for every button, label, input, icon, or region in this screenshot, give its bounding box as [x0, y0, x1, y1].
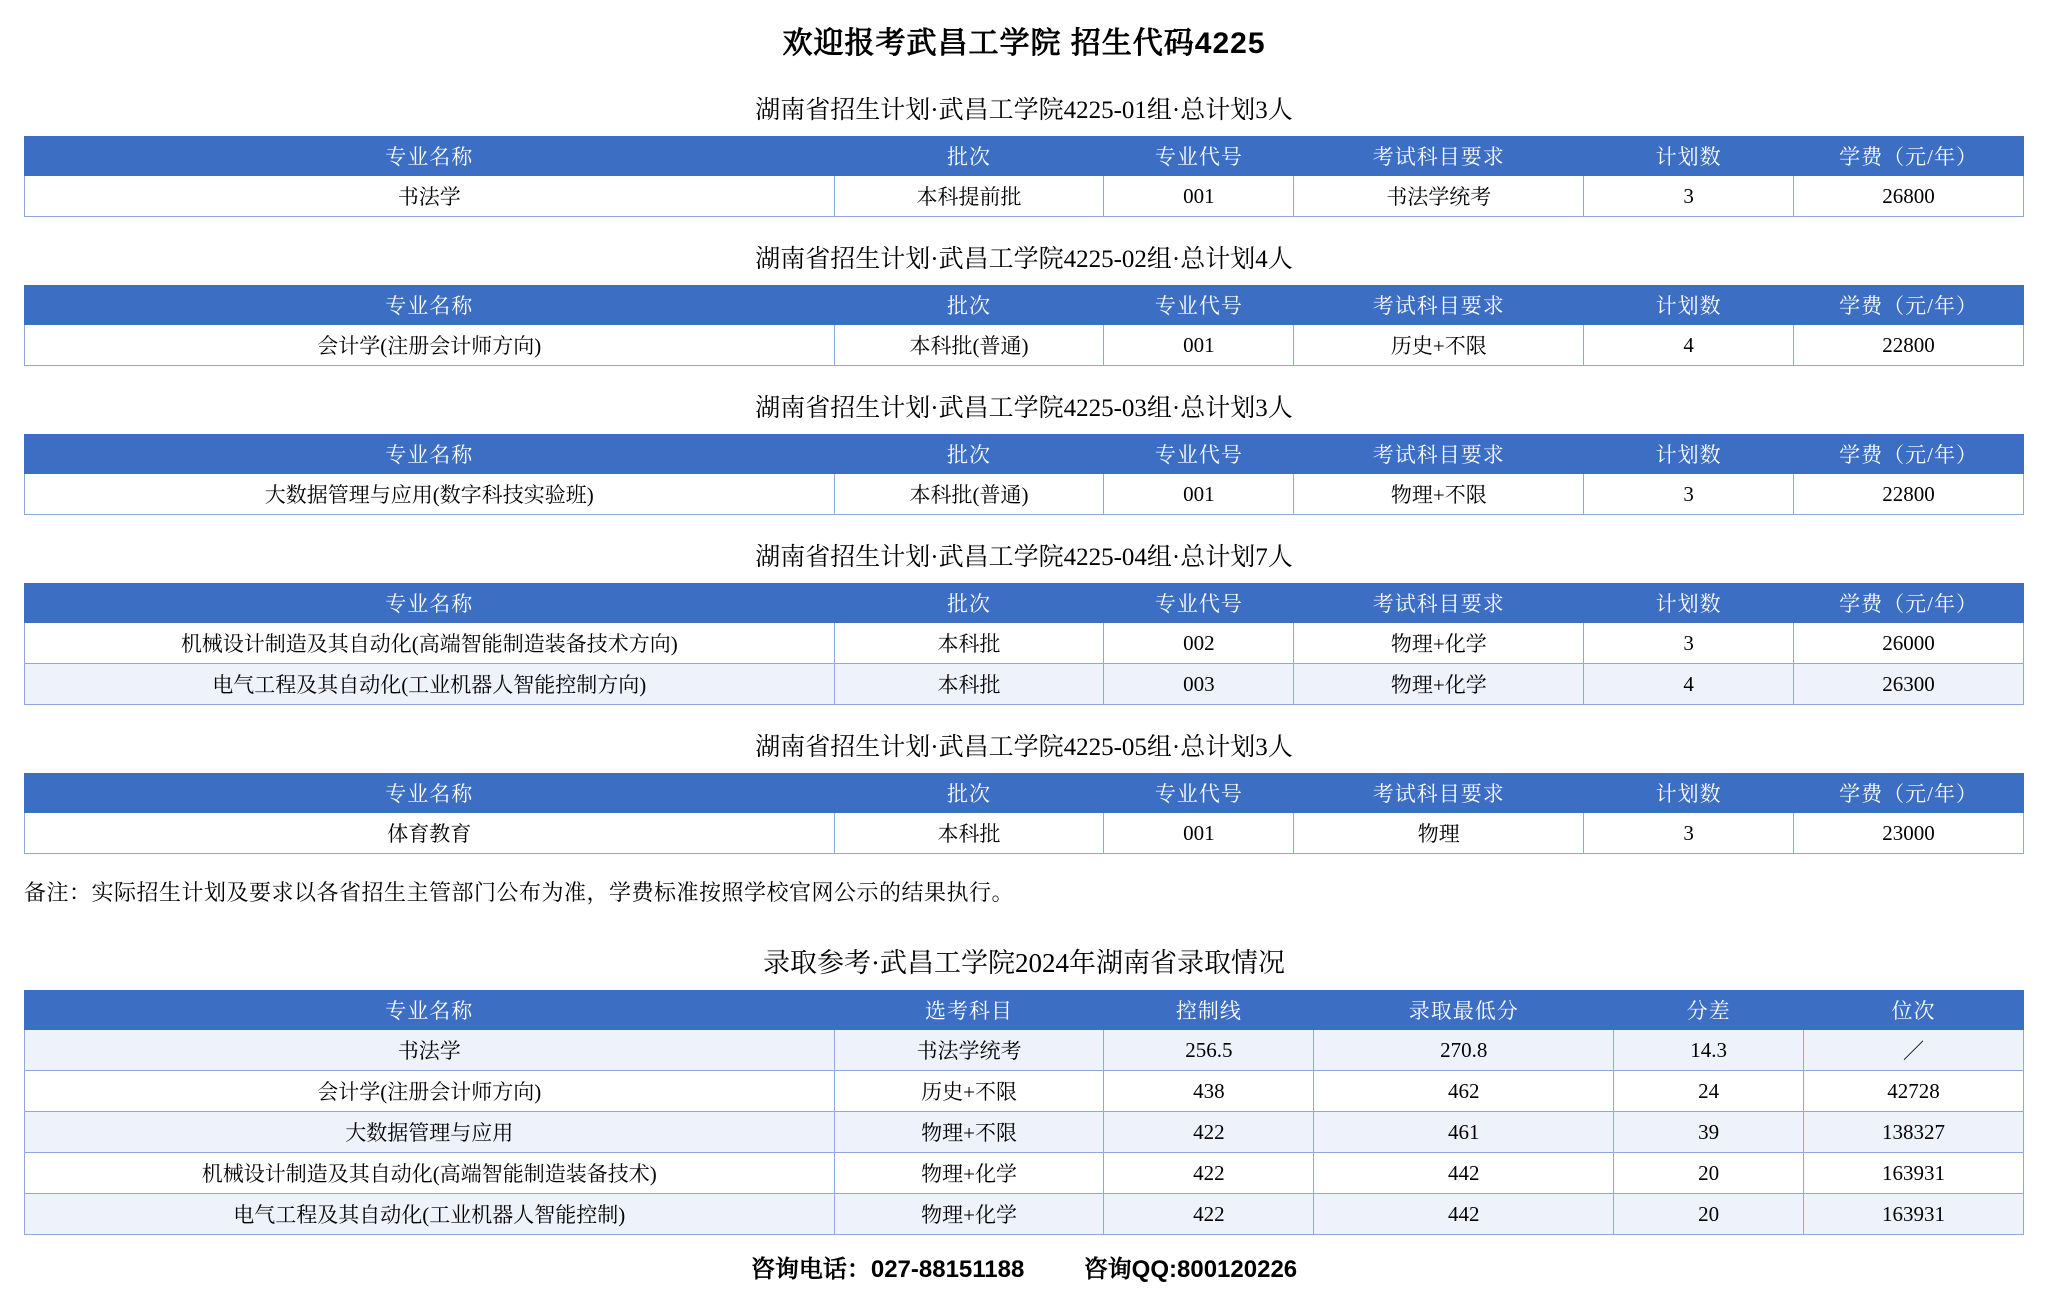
table-cell: 物理+化学	[1294, 664, 1584, 705]
table-cell: 26300	[1794, 664, 2024, 705]
plan-section	[24, 90, 2024, 217]
table-cell: 163931	[1804, 1194, 2024, 1235]
table-cell: 14.3	[1614, 1030, 1804, 1071]
column-header: 计划数	[1584, 286, 1794, 325]
column-header: 录取最低分	[1314, 991, 1614, 1030]
table-cell: 物理+化学	[834, 1153, 1104, 1194]
plan-section-title: 湖南省招生计划·武昌工学院4225-03组·总计划3人	[755, 395, 1293, 422]
table-cell: 22800	[1794, 325, 2024, 366]
plan-section-title: 湖南省招生计划·武昌工学院4225-01组·总计划3人	[755, 97, 1293, 124]
table-cell: 本科提前批	[834, 176, 1104, 217]
result-section	[24, 941, 2024, 1235]
footer-qq: 咨询QQ:800120226	[1083, 1256, 1298, 1283]
column-header: 专业代号	[1104, 286, 1294, 325]
table-cell: 书法学统考	[834, 1030, 1104, 1071]
table-cell: 003	[1104, 664, 1294, 705]
plan-section	[24, 727, 2024, 854]
table-header-row	[25, 137, 2024, 176]
table-cell: 26000	[1794, 623, 2024, 664]
column-header: 专业代号	[1104, 584, 1294, 623]
table-row	[25, 1071, 2024, 1112]
table-cell: 3	[1584, 474, 1794, 515]
note-text: 备注：实际招生计划及要求以各省招生主管部门公布为准，学费标准按照学校官网公示的结果执行。	[24, 880, 1015, 905]
column-header: 学费（元/年）	[1794, 774, 2024, 813]
table-cell: 历史+不限	[1294, 325, 1584, 366]
column-header: 考试科目要求	[1294, 774, 1584, 813]
plan-section	[24, 388, 2024, 515]
plan-table	[24, 285, 2024, 366]
column-header: 专业名称	[25, 137, 835, 176]
table-cell: 3	[1584, 623, 1794, 664]
table-header-row	[25, 435, 2024, 474]
table-cell: 002	[1104, 623, 1294, 664]
plan-section	[24, 239, 2024, 366]
table-cell: 本科批	[834, 623, 1104, 664]
column-header: 批次	[834, 584, 1104, 623]
column-header: 选考科目	[834, 991, 1104, 1030]
table-cell: 机械设计制造及其自动化(高端智能制造装备技术方向)	[25, 623, 835, 664]
table-cell: 24	[1614, 1071, 1804, 1112]
table-cell: 20	[1614, 1153, 1804, 1194]
footer-contact	[24, 1249, 2024, 1284]
column-header: 专业名称	[25, 286, 835, 325]
table-cell: 本科批	[834, 664, 1104, 705]
table-cell: 3	[1584, 176, 1794, 217]
table-cell: 462	[1314, 1071, 1614, 1112]
table-row	[25, 1153, 2024, 1194]
column-header: 考试科目要求	[1294, 286, 1584, 325]
table-cell: 3	[1584, 813, 1794, 854]
column-header: 考试科目要求	[1294, 584, 1584, 623]
column-header: 计划数	[1584, 137, 1794, 176]
plan-section-title: 湖南省招生计划·武昌工学院4225-02组·总计划4人	[755, 246, 1293, 273]
result-table	[24, 990, 2024, 1235]
table-row	[25, 474, 2024, 515]
table-cell: 物理+不限	[1294, 474, 1584, 515]
column-header: 学费（元/年）	[1794, 137, 2024, 176]
column-header: 批次	[834, 774, 1104, 813]
table-row	[25, 1112, 2024, 1153]
column-header: 位次	[1804, 991, 2024, 1030]
table-cell: 163931	[1804, 1153, 2024, 1194]
table-cell: ／	[1804, 1030, 2024, 1071]
column-header: 专业名称	[25, 774, 835, 813]
table-cell: 本科批	[834, 813, 1104, 854]
table-cell: 书法学统考	[1294, 176, 1584, 217]
table-cell: 书法学	[25, 1030, 835, 1071]
plan-table	[24, 434, 2024, 515]
column-header: 批次	[834, 435, 1104, 474]
table-cell: 42728	[1804, 1071, 2024, 1112]
table-row	[25, 664, 2024, 705]
table-cell: 机械设计制造及其自动化(高端智能制造装备技术)	[25, 1153, 835, 1194]
table-cell: 本科批(普通)	[834, 325, 1104, 366]
table-cell: 书法学	[25, 176, 835, 217]
table-cell: 体育教育	[25, 813, 835, 854]
column-header: 专业代号	[1104, 137, 1294, 176]
table-cell: 442	[1314, 1153, 1614, 1194]
table-cell: 本科批(普通)	[834, 474, 1104, 515]
table-row	[25, 813, 2024, 854]
table-row	[25, 1194, 2024, 1235]
table-cell: 会计学(注册会计师方向)	[25, 325, 835, 366]
column-header: 分差	[1614, 991, 1804, 1030]
table-cell: 4	[1584, 664, 1794, 705]
table-cell: 001	[1104, 325, 1294, 366]
result-section-title: 录取参考·武昌工学院2024年湖南省录取情况	[763, 948, 1285, 978]
table-cell: 138327	[1804, 1112, 2024, 1153]
page-title: 欢迎报考武昌工学院 招生代码4225	[782, 27, 1266, 60]
plan-table	[24, 583, 2024, 705]
table-cell: 39	[1614, 1112, 1804, 1153]
table-cell: 历史+不限	[834, 1071, 1104, 1112]
column-header: 计划数	[1584, 774, 1794, 813]
table-cell: 物理	[1294, 813, 1584, 854]
table-cell: 会计学(注册会计师方向)	[25, 1071, 835, 1112]
table-header-row	[25, 584, 2024, 623]
table-cell: 461	[1314, 1112, 1614, 1153]
plan-section-title: 湖南省招生计划·武昌工学院4225-05组·总计划3人	[755, 734, 1293, 761]
table-cell: 22800	[1794, 474, 2024, 515]
table-cell: 270.8	[1314, 1030, 1614, 1071]
table-cell: 26800	[1794, 176, 2024, 217]
table-row	[25, 623, 2024, 664]
column-header: 考试科目要求	[1294, 137, 1584, 176]
table-cell: 物理+不限	[834, 1112, 1104, 1153]
table-row	[25, 325, 2024, 366]
column-header: 专业名称	[25, 435, 835, 474]
table-row	[25, 1030, 2024, 1071]
table-cell: 001	[1104, 813, 1294, 854]
table-cell: 电气工程及其自动化(工业机器人智能控制)	[25, 1194, 835, 1235]
table-header-row	[25, 286, 2024, 325]
table-cell: 大数据管理与应用	[25, 1112, 835, 1153]
column-header: 批次	[834, 286, 1104, 325]
column-header: 专业代号	[1104, 774, 1294, 813]
table-cell: 4	[1584, 325, 1794, 366]
column-header: 专业名称	[25, 584, 835, 623]
column-header: 专业名称	[25, 991, 835, 1030]
table-cell: 001	[1104, 176, 1294, 217]
plan-table	[24, 136, 2024, 217]
plan-section-title: 湖南省招生计划·武昌工学院4225-04组·总计划7人	[755, 544, 1293, 571]
table-cell: 422	[1104, 1153, 1314, 1194]
table-cell: 438	[1104, 1071, 1314, 1112]
table-cell: 23000	[1794, 813, 2024, 854]
table-row	[25, 176, 2024, 217]
table-header-row	[25, 991, 2024, 1030]
table-cell: 422	[1104, 1112, 1314, 1153]
column-header: 计划数	[1584, 435, 1794, 474]
column-header: 学费（元/年）	[1794, 435, 2024, 474]
table-cell: 物理+化学	[1294, 623, 1584, 664]
table-cell: 大数据管理与应用(数字科技实验班)	[25, 474, 835, 515]
column-header: 批次	[834, 137, 1104, 176]
column-header: 考试科目要求	[1294, 435, 1584, 474]
column-header: 学费（元/年）	[1794, 584, 2024, 623]
table-cell: 001	[1104, 474, 1294, 515]
table-cell: 20	[1614, 1194, 1804, 1235]
column-header: 学费（元/年）	[1794, 286, 2024, 325]
table-cell: 422	[1104, 1194, 1314, 1235]
column-header: 计划数	[1584, 584, 1794, 623]
table-cell: 256.5	[1104, 1030, 1314, 1071]
table-cell: 442	[1314, 1194, 1614, 1235]
column-header: 专业代号	[1104, 435, 1294, 474]
table-cell: 电气工程及其自动化(工业机器人智能控制方向)	[25, 664, 835, 705]
table-header-row	[25, 774, 2024, 813]
plan-sections-container	[24, 90, 2024, 854]
table-cell: 物理+化学	[834, 1194, 1104, 1235]
plan-table	[24, 773, 2024, 854]
column-header: 控制线	[1104, 991, 1314, 1030]
footer-phone: 咨询电话：027-88151188	[750, 1256, 1025, 1283]
plan-section	[24, 537, 2024, 705]
